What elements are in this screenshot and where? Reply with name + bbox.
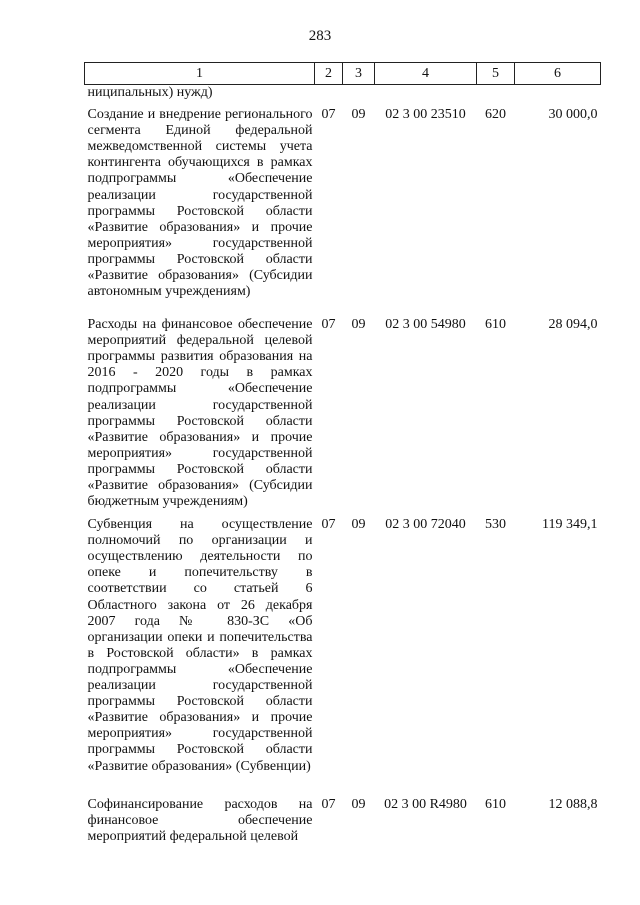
row-csr: 02 3 00 R4980 (384, 797, 467, 813)
row-pr: 09 (351, 107, 366, 123)
row-rz: 07 (321, 317, 336, 333)
row-vr: 620 (485, 107, 506, 123)
row-pr: 09 (351, 797, 366, 813)
row-amount: 12 088,8 (548, 797, 598, 813)
table-row (85, 517, 601, 797)
page-number: 283 (308, 28, 332, 44)
table-row (85, 317, 601, 517)
row-amount: 28 094,0 (548, 317, 598, 333)
row-description: Создание и внедрение регионального сегмента Единой федеральной межведомственной системы учета контингента обучающихся в рамках подпрограммы «Обеспечение реализации государственной программы Ростовской области «Развитие образования» и прочие мероприятия» государственной программы Ростовской области «Развитие образования» (Субсидии автономным учреждениям) (87, 107, 313, 300)
table-row (85, 797, 601, 849)
header-row (85, 63, 601, 85)
header-col-6: 6 (515, 63, 601, 85)
row-vr: 610 (485, 797, 506, 813)
row-rz: 07 (321, 517, 336, 533)
row-description: Субвенция на осуществление полномочий по организации и осуществлению деятельности по опеке и попечительству в соответствии со статьей 6 Областного закона от 26 декабря 2007 года № 830-ЗС «Об организации опеки и попечительства в Ростовской области» в рамках подпрограммы «Обеспечение реализации государственной программы Ростовской области «Развитие образования» и прочие мероприятия» государственной программы Ростовской области «Развитие образования» (Субвенции) (87, 517, 313, 774)
table-body (85, 85, 601, 850)
row-pr: 09 (351, 517, 366, 533)
header-col-4: 4 (375, 63, 477, 85)
header-col-5: 5 (477, 63, 515, 85)
row-vr: 610 (485, 317, 506, 333)
row-csr: 02 3 00 54980 (385, 317, 466, 333)
header-col-2: 2 (315, 63, 343, 85)
row-csr: 02 3 00 72040 (385, 517, 466, 533)
budget-table (84, 62, 601, 849)
table-header (85, 63, 601, 85)
row-amount: 30 000,0 (548, 107, 598, 123)
row-rz: 07 (321, 797, 336, 813)
row-description: Расходы на финансовое обеспечение мероприятий федеральной целевой программы развития образования на 2016 - 2020 годы в рамках подпрограммы «Обеспечение реализации государственной программы Ростовской области «Развитие образования» и прочие мероприятия» государственной программы Ростовской области «Развитие образования» (Субсидии бюджетным учреждениям) (87, 317, 313, 510)
continuation-text: ниципальных) нужд) (87, 85, 213, 100)
continuation-row (85, 85, 601, 108)
table-row (85, 107, 601, 317)
row-description: Софинансирование расходов на финансовое обеспечение мероприятий федеральной целевой (87, 797, 313, 845)
row-csr: 02 3 00 23510 (385, 107, 466, 123)
row-vr: 530 (485, 517, 506, 533)
row-rz: 07 (321, 107, 336, 123)
row-pr: 09 (351, 317, 366, 333)
header-col-3: 3 (343, 63, 375, 85)
header-col-1: 1 (85, 63, 315, 85)
row-amount: 119 349,1 (542, 517, 598, 533)
